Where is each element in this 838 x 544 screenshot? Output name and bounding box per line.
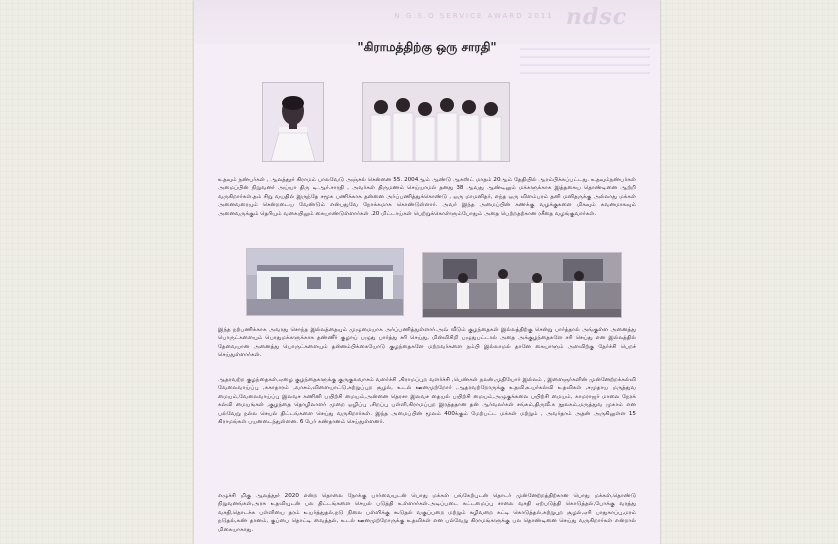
article-title: "கிராமத்திற்கு ஒரு சாரதி" — [357, 40, 497, 54]
group-photo — [362, 82, 510, 162]
document-page — [194, 0, 660, 544]
building-photo — [246, 248, 404, 316]
paragraph-programs: ஆதரவற்ற குழந்தைகள்,ஏழை குழந்தைகளுக்கு குருகுலவாசம் வளர்ச்சி ,கிராமப்புற வளர்ச்சி ,பெண்கள் நலன்,முதியோர் இல்லம் , இளைஞர்களின் முன்னேற்றக்கல்வி வேலைவாய்ப்பு ,சுகாதாரம் ,வாசம்,விளையாட்டு,சுற்றுப்புற சூழல், உடல் ஊனமுற்றோர் ,ஆதரவற்றோருக்கு உதவி,உயர்கல்வி உதவிகள் ,சமுதாய மருத்துவ மையம்,வேலைவாய்ப்பு இலவச கணினி பயிற்சி மையம்,அன்னை தெரசா இலவச தையல் பயிற்சி மையம்,அழுகுக்கலை பயிற்சி மையம், காமராஜர் மாலை நேரக் கல்வி மையங்கள் ,குழந்தை தொழிலாளர் முறை ஒழிப்பு ,சிறப்பு பள்ளி,கிராமப்புற இரத்ததான தன் ஆர்வலர்கள் சங்கம்,திருவீ.க நூலகம்,மருத்துவ முகாம் என பல்வேறு நல்ல செயல் திட்டங்களை செய்து வருகிறார்கள். இந்த அமைப்பின் மூலம் 400க்கும் மேற்பட்ட மக்கள் மற்றும் , அவர்தாம் அதன் அருகிலுள்ள 15 கிராமங்கள் பயனடைந்துள்ளன. 6 பேர் கண்தானம் செய்துள்ளனர். — [218, 377, 636, 426]
paragraph-home-dedication: இந்த நற்பணிக்காக அவரது சொந்த இல்லத்தையும் முழுமையாக அர்ப்பணித்துள்ளார்.அவ் வீடும் குழந்தைகள் இல்லத்திற்கு சென்று பார்த்தால் அங்குள்ள அனைத்து பொருட்களையும் பொதுமக்களுக்காக தண்ணீர் குழாய் பழுது பார்த்து சரி செய்து, மின்விசிறி பழுதுபட்டால் அதை அக்குழந்தைகளே சரி செய்து என இல்லத்தில் தேவையான அனைத்து பொருட்களையும் தன்னம்பிக்கையோடு குழந்தைகளே மற்றவர்களை நம்பி இல்லாமல் தானே கையாளும் அளவிற்கு தேர்ச்சி பெறச் செய்துள்ளார்கள். — [218, 327, 636, 359]
paragraph-vision-2020: எழுச்சி மிகு ஆலத்தூர் 2020 என்ற தொலை நோக்கு பார்வையுடன் பொது மக்கள் பங்கேற்புடன் தொடர் முன்னேற்றத்திற்கான பொது மக்கள்,தொண்டு நிறுவனங்கள்,அரசு உதவியுடன் பல திட்டங்களை செயல் படுத்தி உள்ளார்கள்.அடிப்படை கட்டமைப்பு சாலை வசதி ஏற்படுத்தி கொடுத்தல்,போக்கு வரத்து வசதி,தொடக்க பள்ளியை தரம் உயர்த்துதல்,நடு நிலை பள்ளிக்கு கூடுதல் வகுப்பறை மற்றும் கழிவறை கட்டி கொடுத்தல்,சுற்றுபுற சூழல்,ஏரி பாதுகாப்பு,மரம் நடுதல்,கண் தானம், குப்பை தொட்டி வைத்தல், உடல் ஊனமுற்றோருக்கு உதவிகள் என பல்வேறு கிராமங்களுக்கு பல தொண்டினை செய்து வருகிறார்கள் என்றால் மிகையாகாது. — [218, 493, 636, 533]
award-title: N.G.S.O SERVICE AWARD 2011 — [394, 12, 554, 20]
classroom-photo — [422, 252, 622, 318]
ndsc-logo: ndsc — [566, 4, 628, 30]
founder-portrait-photo — [262, 82, 324, 162]
paragraph-introduction: உதவும் நண்பர்கள் , ஆலத்தூர் கிராமம் பாலவேடு அஞ்சல் சென்னை 55. 2004ஆம் ஆண்டு ஆகஸ்ட் மாதம் 20ஆம் தேதியில் ஆரம்பிக்கப்பட்டது. உதவும்நண்பர்கள் அமைப்பின் நிறுவனர் அய்யா திரு டி.ஆர்.சாரதி , அவர்கள் திருமணம் செய்யாமல் தனது 38 ஆவது ஆண்டிலும் மக்களுக்காக இத்தகைய தொண்டினை ஆற்றி வருகிறார்கள்.தம் சிறு வயதில் இருந்தே சமூக பணிக்காக தன்னை அர்ப்பணித்துக்கொண்டு , ஒரு மாமனிதர், எந்த ஒரு விளம்பரம் தனி மனிதருக்கு அல்லாது மக்கள் அனைவரையும் சென்றடைய வேண்டும் என்பதுவே நோக்கமாக கொண்டுள்ளார். அவர் இந்த அமைப்பின் கணக்கு வழக்குகளை மிகவும் கவனமாகவும் அனைவருக்கும் தெரியும் வகையிலும் கையாண்டுள்ளார்கள் .20 மிட்டாய்கள் பெற்றுக்கொள்ளும்போதும் அதை பெற்றதற்கான ரசீதை வழங்குவார்கள். — [218, 177, 636, 217]
